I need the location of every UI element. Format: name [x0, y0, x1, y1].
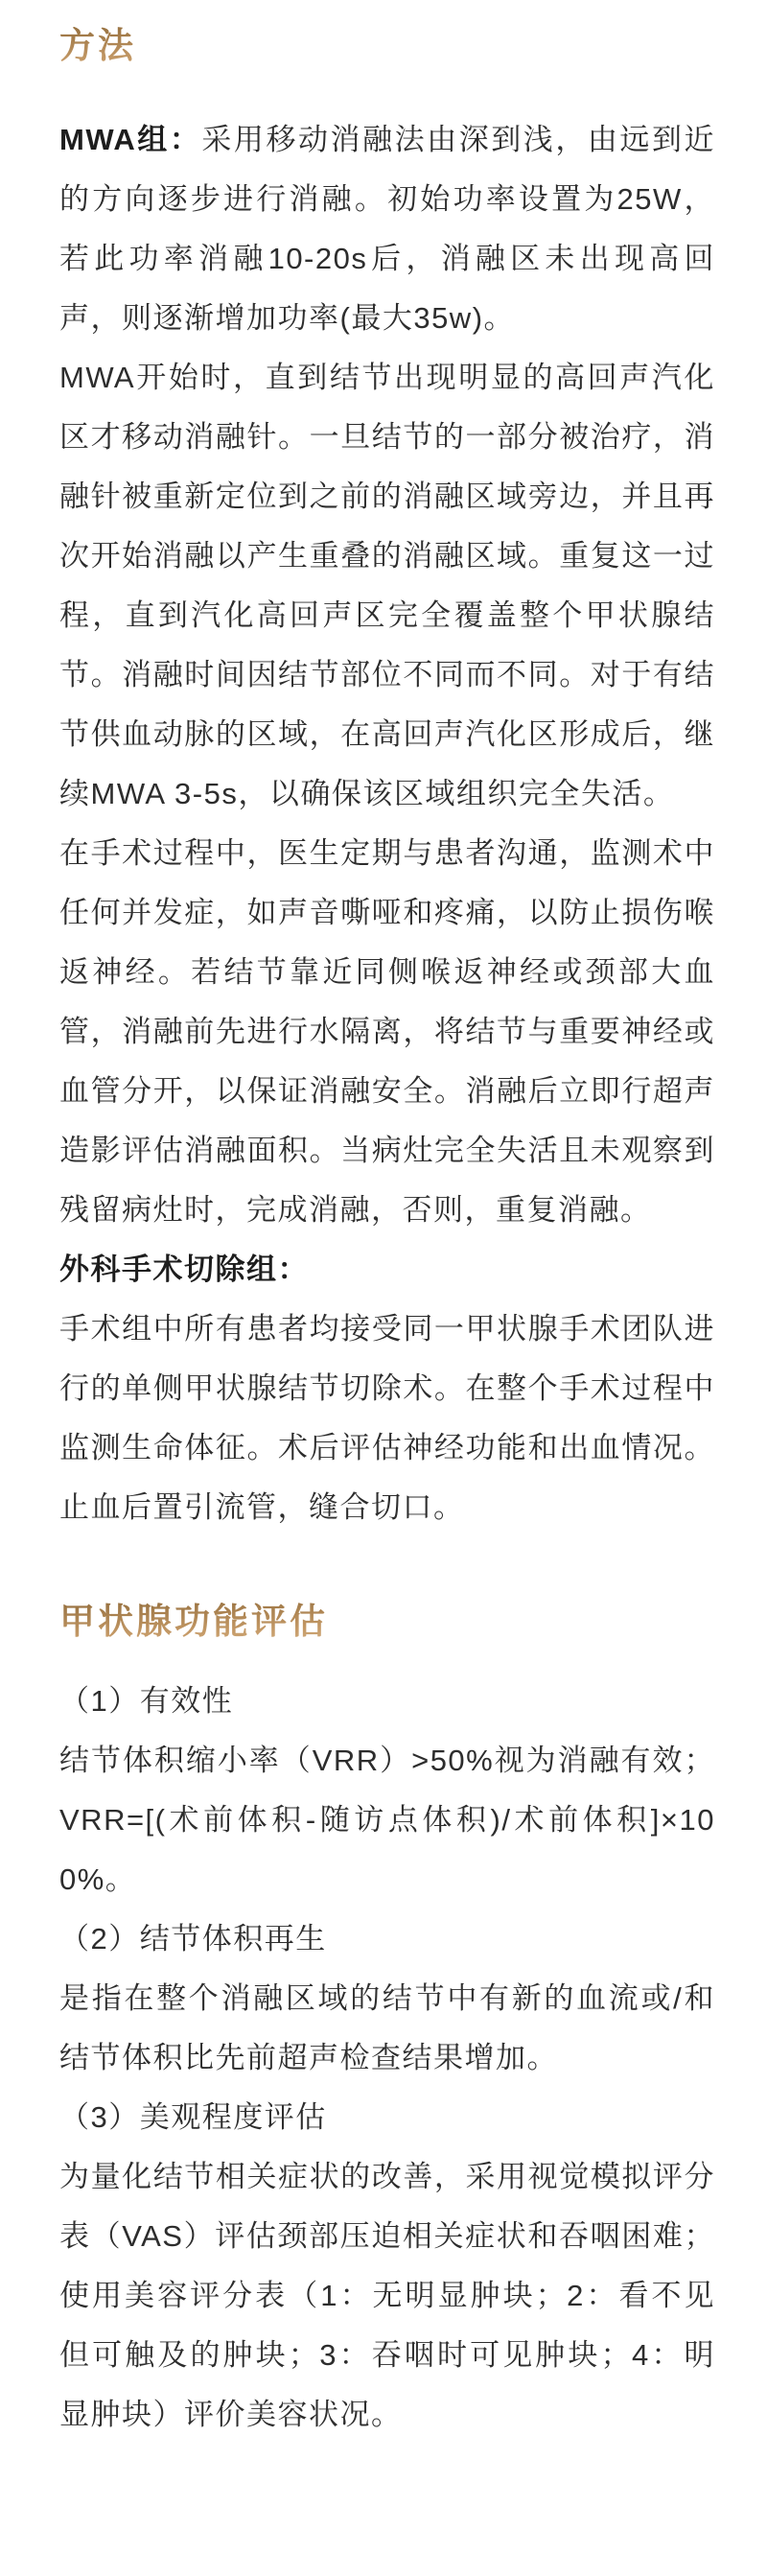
evaluation-item-2-body: 是指在整个消融区域的结节中有新的血流或/和结节体积比先前超声检查结果增加。 [59, 1981, 715, 2075]
evaluation-item-2-label: （2）结节体积再生 [59, 1922, 327, 1956]
evaluation-item-3-body: 为量化结节相关症状的改善，采用视觉模拟评分表（VAS）评估颈部压迫相关症状和吞咽困难；使用美容评分表（1：无明显肿块；2：看不见但可触及的肿块；3：吞咽时可见肿块；4：明显肿块）评价美容状况。 [59, 2160, 715, 2432]
surgical-group-label: 外科手术切除组： [59, 1252, 309, 1286]
paragraph-surgical-procedure: 手术组中所有患者均接受同一甲状腺手术团队进行的单侧甲状腺结节切除术。在整个手术过程中监测生命体征。术后评估神经功能和出血情况。止血后置引流管，缝合切口。 [59, 1311, 715, 1524]
paragraph-surgical-group-label [59, 1240, 715, 1300]
evaluation-item-1-label: （1）有效性 [59, 1684, 234, 1719]
mwa-group-label: MWA组： [59, 122, 202, 156]
paragraph-mwa-procedure: MWA开始时，直到结节出现明显的高回声汽化区才移动消融针。一旦结节的一部分被治疗，消融针被重新定位到之前的消融区域旁边，并且再次开始消融以产生重叠的消融区域。重复这一过程，直到汽化高回声区完全覆盖整个甲状腺结节。消融时间因结节部位不同而不同。对于有结节供血动脉的区域，在高回声汽化区形成后，继续MWA 3-5s，以确保该区域组织完全失活。 [59, 360, 715, 810]
mwa-group-text: 采用移动消融法由深到浅，由远到近的方向逐步进行消融。初始功率设置为25W，若此功率消融10-20s后，消融区未出现高回声，则逐渐增加功率(最大35w)。 [59, 122, 716, 335]
evaluation-item-3-label: （3）美观程度评估 [59, 2100, 327, 2135]
section-title-methods: 方法 [59, 27, 715, 68]
paragraph-monitoring: 在手术过程中，医生定期与患者沟通，监测术中任何并发症，如声音嘶哑和疼痛，以防止损伤喉返神经。若结节靠近同侧喉返神经或颈部大血管，消融前先进行水隔离，将结节与重要神经或血管分开，以保证消融安全。消融后立即行超声造影评估消融面积。当病灶完全失活且未观察到残留病灶时，完成消融，否则，重复消融。 [59, 835, 715, 1227]
section-title-thyroid-evaluation: 甲状腺功能评估 [59, 1603, 715, 1644]
evaluation-item-1-body: 结节体积缩小率（VRR）>50%视为消融有效；VRR=[(术前体积-随访点体积)/术前体积]×100%。 [59, 1744, 715, 1897]
paragraph-mwa-group [59, 110, 715, 348]
